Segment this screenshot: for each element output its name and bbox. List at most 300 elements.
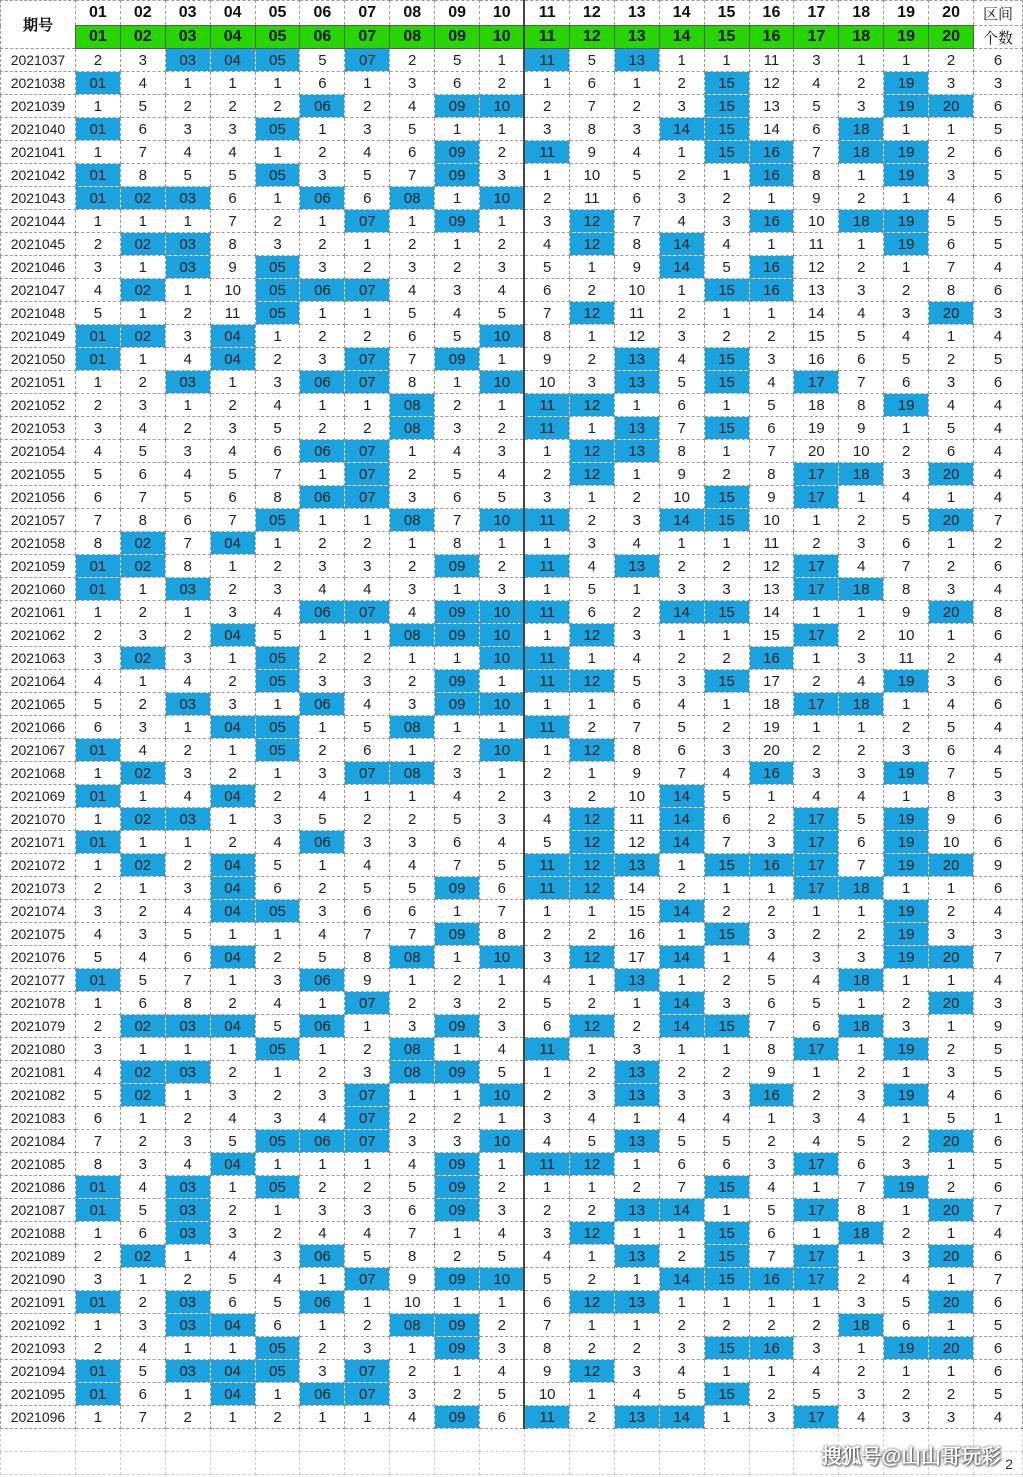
miss-cell: 7	[659, 762, 704, 785]
hit-cell: 02	[120, 854, 165, 877]
miss-cell: 3	[120, 1314, 165, 1337]
hit-cell: 18	[839, 210, 884, 233]
miss-cell: 3	[480, 1199, 525, 1222]
empty-cell	[569, 1429, 614, 1452]
table-row	[1, 808, 1023, 831]
table-row	[1, 693, 1023, 716]
hit-cell: 03	[165, 187, 210, 210]
miss-cell: 1	[749, 233, 794, 256]
hit-cell: 10	[480, 509, 525, 532]
miss-cell: 3	[75, 647, 120, 670]
hit-cell: 11	[524, 601, 569, 624]
table-row	[1, 601, 1023, 624]
miss-cell: 1	[300, 394, 345, 417]
miss-cell: 1	[524, 693, 569, 716]
hit-cell: 17	[794, 1268, 839, 1291]
miss-cell: 4	[480, 1038, 525, 1061]
period-cell: 2021063	[1, 647, 76, 670]
hit-cell: 10	[480, 1130, 525, 1153]
miss-cell: 2	[75, 877, 120, 900]
miss-cell: 1	[210, 923, 255, 946]
miss-cell: 1	[749, 1360, 794, 1383]
miss-cell: 3	[524, 210, 569, 233]
miss-cell: 2	[524, 463, 569, 486]
period-cell: 2021057	[1, 509, 76, 532]
miss-cell: 2	[659, 72, 704, 95]
miss-cell: 1	[390, 532, 435, 555]
hit-cell: 16	[749, 1337, 794, 1360]
miss-cell: 11	[210, 302, 255, 325]
miss-cell: 6	[749, 992, 794, 1015]
miss-cell: 1	[75, 371, 120, 394]
period-cell: 2021059	[1, 555, 76, 578]
hit-cell: 05	[255, 900, 300, 923]
miss-cell: 5	[390, 302, 435, 325]
miss-cell: 5	[120, 1199, 165, 1222]
miss-cell: 3	[659, 95, 704, 118]
hit-cell: 14	[659, 509, 704, 532]
hit-cell: 16	[749, 647, 794, 670]
miss-cell: 5	[569, 578, 614, 601]
hit-cell: 20	[929, 1337, 974, 1360]
miss-cell: 8	[884, 578, 929, 601]
miss-cell: 12	[749, 555, 794, 578]
period-cell: 2021048	[1, 302, 76, 325]
miss-cell: 1	[884, 49, 929, 72]
miss-cell: 2	[839, 187, 884, 210]
miss-cell: 1	[569, 693, 614, 716]
miss-cell: 1	[75, 1406, 120, 1429]
miss-cell: 1	[839, 992, 884, 1015]
hit-cell: 15	[704, 1015, 749, 1038]
hit-cell: 17	[794, 854, 839, 877]
miss-cell: 2	[480, 1176, 525, 1199]
miss-cell: 1	[839, 49, 884, 72]
hit-cell: 15	[704, 509, 749, 532]
miss-cell: 1	[839, 1038, 884, 1061]
hit-cell: 03	[165, 808, 210, 831]
miss-cell: 1	[210, 555, 255, 578]
miss-cell: 3	[929, 164, 974, 187]
miss-cell: 5	[794, 992, 839, 1015]
miss-cell: 11	[749, 49, 794, 72]
table-row	[1, 325, 1023, 348]
hit-cell: 19	[884, 210, 929, 233]
miss-cell: 1	[300, 716, 345, 739]
hit-cell: 19	[884, 808, 929, 831]
miss-cell: 6	[345, 187, 390, 210]
miss-cell: 9	[524, 348, 569, 371]
miss-cell: 1	[659, 624, 704, 647]
hit-cell: 19	[884, 141, 929, 164]
table-row	[1, 877, 1023, 900]
hit-cell: 15	[704, 1245, 749, 1268]
hit-cell: 16	[749, 210, 794, 233]
miss-cell: 4	[255, 831, 300, 854]
miss-cell: 4	[300, 578, 345, 601]
miss-cell: 3	[569, 1084, 614, 1107]
miss-cell: 3	[300, 555, 345, 578]
miss-cell: 3	[345, 1061, 390, 1084]
miss-cell: 1	[120, 256, 165, 279]
period-cell: 2021075	[1, 923, 76, 946]
miss-cell: 4	[300, 1107, 345, 1130]
miss-cell: 2	[480, 992, 525, 1015]
miss-cell: 6	[884, 1314, 929, 1337]
miss-cell: 13	[749, 578, 794, 601]
miss-cell: 4	[749, 946, 794, 969]
miss-cell: 1	[569, 417, 614, 440]
miss-cell: 1	[345, 1153, 390, 1176]
period-cell: 2021072	[1, 854, 76, 877]
miss-cell: 6	[569, 601, 614, 624]
miss-cell: 1	[794, 1222, 839, 1245]
miss-cell: 2	[210, 831, 255, 854]
hit-cell: 03	[165, 256, 210, 279]
hit-cell: 01	[75, 72, 120, 95]
miss-cell: 2	[569, 1199, 614, 1222]
hit-cell: 14	[659, 1199, 704, 1222]
miss-cell: 5	[345, 1245, 390, 1268]
hit-cell: 06	[300, 279, 345, 302]
miss-cell: 2	[839, 1360, 884, 1383]
miss-cell: 3	[210, 1222, 255, 1245]
table-row	[1, 1176, 1023, 1199]
green-header-10: 10	[480, 26, 525, 49]
miss-cell: 1	[255, 532, 300, 555]
count-cell: 3	[974, 72, 1023, 95]
count-cell: 5	[974, 118, 1023, 141]
miss-cell: 14	[794, 302, 839, 325]
miss-cell: 3	[165, 762, 210, 785]
period-cell: 2021070	[1, 808, 76, 831]
miss-cell: 2	[390, 1107, 435, 1130]
green-header-17: 17	[794, 26, 839, 49]
period-cell: 2021081	[1, 1061, 76, 1084]
empty-cell	[1, 1452, 76, 1475]
miss-cell: 1	[255, 187, 300, 210]
hit-cell: 20	[929, 854, 974, 877]
hit-cell: 02	[120, 1084, 165, 1107]
miss-cell: 2	[345, 325, 390, 348]
hit-cell: 05	[255, 279, 300, 302]
miss-cell: 2	[390, 808, 435, 831]
miss-cell: 4	[884, 325, 929, 348]
miss-cell: 2	[659, 1061, 704, 1084]
miss-cell: 2	[75, 1015, 120, 1038]
miss-cell: 2	[884, 1383, 929, 1406]
miss-cell: 3	[165, 877, 210, 900]
miss-cell: 2	[704, 647, 749, 670]
miss-cell: 7	[255, 463, 300, 486]
hit-cell: 19	[884, 1084, 929, 1107]
miss-cell: 1	[120, 1268, 165, 1291]
miss-cell: 2	[390, 1360, 435, 1383]
period-header: 期号	[1, 1, 76, 49]
miss-cell: 2	[749, 1383, 794, 1406]
miss-cell: 1	[569, 900, 614, 923]
green-header-11: 11	[524, 26, 569, 49]
hit-cell: 12	[569, 1360, 614, 1383]
column-header-06: 06	[300, 1, 345, 26]
miss-cell: 5	[524, 831, 569, 854]
miss-cell: 3	[390, 578, 435, 601]
miss-cell: 8	[75, 532, 120, 555]
miss-cell: 3	[300, 348, 345, 371]
hit-cell: 01	[75, 578, 120, 601]
hit-cell: 14	[659, 1268, 704, 1291]
hit-cell: 20	[929, 1199, 974, 1222]
miss-cell: 1	[569, 1314, 614, 1337]
miss-cell: 5	[120, 95, 165, 118]
miss-cell: 8	[165, 992, 210, 1015]
miss-cell: 1	[120, 210, 165, 233]
miss-cell: 6	[929, 739, 974, 762]
hit-cell: 03	[165, 1291, 210, 1314]
miss-cell: 7	[210, 210, 255, 233]
miss-cell: 1	[255, 693, 300, 716]
miss-cell: 6	[75, 1107, 120, 1130]
miss-cell: 3	[614, 1038, 659, 1061]
miss-cell: 10	[929, 831, 974, 854]
miss-cell: 6	[884, 371, 929, 394]
miss-cell: 18	[794, 394, 839, 417]
miss-cell: 5	[345, 877, 390, 900]
miss-cell: 3	[929, 923, 974, 946]
table-row	[1, 831, 1023, 854]
count-cell: 5	[974, 762, 1023, 785]
hit-cell: 14	[659, 256, 704, 279]
hit-cell: 12	[569, 1222, 614, 1245]
hit-cell: 06	[300, 693, 345, 716]
miss-cell: 3	[749, 923, 794, 946]
miss-cell: 6	[480, 1406, 525, 1429]
miss-cell: 2	[794, 670, 839, 693]
hit-cell: 07	[345, 992, 390, 1015]
column-header-17: 17	[794, 1, 839, 26]
table-row	[1, 854, 1023, 877]
hit-cell: 07	[345, 1360, 390, 1383]
miss-cell: 4	[435, 440, 480, 463]
hit-cell: 01	[75, 785, 120, 808]
miss-cell: 3	[75, 1268, 120, 1291]
count-cell: 9	[974, 854, 1023, 877]
hit-cell: 04	[210, 1360, 255, 1383]
table-row	[1, 1153, 1023, 1176]
miss-cell: 2	[839, 256, 884, 279]
miss-cell: 16	[614, 923, 659, 946]
miss-cell: 3	[435, 279, 480, 302]
miss-cell: 1	[480, 532, 525, 555]
miss-cell: 4	[614, 1383, 659, 1406]
period-cell: 2021055	[1, 463, 76, 486]
miss-cell: 5	[480, 1383, 525, 1406]
miss-cell: 2	[524, 762, 569, 785]
miss-cell: 4	[839, 1107, 884, 1130]
miss-cell: 6	[75, 716, 120, 739]
period-cell: 2021067	[1, 739, 76, 762]
column-header-04: 04	[210, 1, 255, 26]
miss-cell: 1	[75, 141, 120, 164]
hit-cell: 12	[569, 624, 614, 647]
miss-cell: 1	[255, 1061, 300, 1084]
miss-cell: 7	[794, 141, 839, 164]
miss-cell: 2	[120, 601, 165, 624]
miss-cell: 8	[614, 739, 659, 762]
miss-cell: 4	[524, 1245, 569, 1268]
hit-cell: 05	[255, 739, 300, 762]
hit-cell: 11	[524, 49, 569, 72]
hit-cell: 03	[165, 1199, 210, 1222]
count-cell: 4	[974, 1222, 1023, 1245]
miss-cell: 3	[524, 1222, 569, 1245]
miss-cell: 12	[614, 831, 659, 854]
hit-cell: 16	[749, 762, 794, 785]
hit-cell: 04	[210, 532, 255, 555]
miss-cell: 1	[839, 1245, 884, 1268]
hit-cell: 19	[884, 95, 929, 118]
miss-cell: 3	[884, 739, 929, 762]
hit-cell: 02	[120, 325, 165, 348]
period-cell: 2021090	[1, 1268, 76, 1291]
count-cell: 6	[974, 1084, 1023, 1107]
hit-cell: 04	[210, 877, 255, 900]
miss-cell: 2	[884, 1130, 929, 1153]
table-row	[1, 1061, 1023, 1084]
miss-cell: 1	[210, 1406, 255, 1429]
hit-cell: 09	[435, 624, 480, 647]
table-row	[1, 1222, 1023, 1245]
miss-cell: 1	[300, 302, 345, 325]
miss-cell: 1	[165, 1038, 210, 1061]
miss-cell: 7	[749, 1015, 794, 1038]
miss-cell: 2	[345, 532, 390, 555]
miss-cell: 6	[614, 693, 659, 716]
miss-cell: 1	[120, 1107, 165, 1130]
hit-cell: 15	[704, 1176, 749, 1199]
miss-cell: 5	[255, 1015, 300, 1038]
miss-cell: 5	[255, 854, 300, 877]
miss-cell: 2	[300, 532, 345, 555]
miss-cell: 3	[435, 762, 480, 785]
miss-cell: 1	[300, 1406, 345, 1429]
miss-cell: 1	[839, 601, 884, 624]
miss-cell: 1	[435, 647, 480, 670]
miss-cell: 2	[210, 95, 255, 118]
miss-cell: 6	[749, 417, 794, 440]
miss-cell: 10	[659, 486, 704, 509]
miss-cell: 4	[345, 693, 390, 716]
miss-cell: 2	[704, 716, 749, 739]
miss-cell: 3	[435, 1130, 480, 1153]
miss-cell: 2	[524, 187, 569, 210]
miss-cell: 5	[480, 1245, 525, 1268]
miss-cell: 3	[120, 716, 165, 739]
hit-cell: 13	[614, 49, 659, 72]
hit-cell: 09	[435, 1153, 480, 1176]
miss-cell: 4	[255, 992, 300, 1015]
miss-cell: 2	[480, 785, 525, 808]
miss-cell: 1	[524, 624, 569, 647]
period-cell: 2021037	[1, 49, 76, 72]
hit-cell: 05	[255, 256, 300, 279]
miss-cell: 2	[839, 923, 884, 946]
miss-cell: 3	[794, 1107, 839, 1130]
miss-cell: 6	[390, 1199, 435, 1222]
period-cell: 2021054	[1, 440, 76, 463]
green-header-03: 03	[165, 26, 210, 49]
period-cell: 2021082	[1, 1084, 76, 1107]
miss-cell: 1	[569, 647, 614, 670]
miss-cell: 4	[345, 1222, 390, 1245]
miss-cell: 4	[839, 670, 884, 693]
miss-cell: 10	[524, 371, 569, 394]
miss-cell: 1	[345, 1291, 390, 1314]
hit-cell: 18	[839, 1015, 884, 1038]
miss-cell: 1	[524, 532, 569, 555]
miss-cell: 1	[704, 440, 749, 463]
green-header-08: 08	[390, 26, 435, 49]
empty-cell	[524, 1429, 569, 1452]
miss-cell: 6	[345, 900, 390, 923]
miss-cell: 2	[300, 141, 345, 164]
hit-cell: 19	[884, 1337, 929, 1360]
miss-cell: 4	[165, 670, 210, 693]
hit-cell: 02	[120, 233, 165, 256]
miss-cell: 1	[884, 118, 929, 141]
hit-cell: 05	[255, 1360, 300, 1383]
miss-cell: 8	[929, 279, 974, 302]
miss-cell: 2	[165, 302, 210, 325]
miss-cell: 3	[345, 118, 390, 141]
period-cell: 2021092	[1, 1314, 76, 1337]
miss-cell: 3	[659, 187, 704, 210]
miss-cell: 2	[704, 1061, 749, 1084]
miss-cell: 4	[749, 371, 794, 394]
hit-cell: 08	[390, 946, 435, 969]
miss-cell: 3	[884, 302, 929, 325]
count-cell: 5	[974, 348, 1023, 371]
count-cell: 9	[974, 1015, 1023, 1038]
miss-cell: 1	[614, 1268, 659, 1291]
hit-cell: 09	[435, 1337, 480, 1360]
miss-cell: 4	[75, 670, 120, 693]
miss-cell: 5	[165, 486, 210, 509]
miss-cell: 3	[75, 256, 120, 279]
miss-cell: 20	[794, 440, 839, 463]
count-cell: 4	[974, 647, 1023, 670]
miss-cell: 8	[524, 325, 569, 348]
table-body	[1, 49, 1023, 1475]
miss-cell: 1	[210, 1337, 255, 1360]
hit-cell: 10	[480, 647, 525, 670]
miss-cell: 2	[210, 670, 255, 693]
miss-cell: 8	[839, 1199, 884, 1222]
miss-cell: 4	[120, 1176, 165, 1199]
miss-cell: 1	[704, 394, 749, 417]
miss-cell: 1	[210, 1038, 255, 1061]
hit-cell: 13	[614, 417, 659, 440]
empty-cell	[614, 1429, 659, 1452]
period-cell: 2021050	[1, 348, 76, 371]
miss-cell: 2	[614, 1176, 659, 1199]
hit-cell: 09	[435, 670, 480, 693]
miss-cell: 5	[884, 509, 929, 532]
miss-cell: 3	[390, 1015, 435, 1038]
count-cell: 7	[974, 1268, 1023, 1291]
miss-cell: 8	[749, 463, 794, 486]
miss-cell: 2	[300, 1337, 345, 1360]
